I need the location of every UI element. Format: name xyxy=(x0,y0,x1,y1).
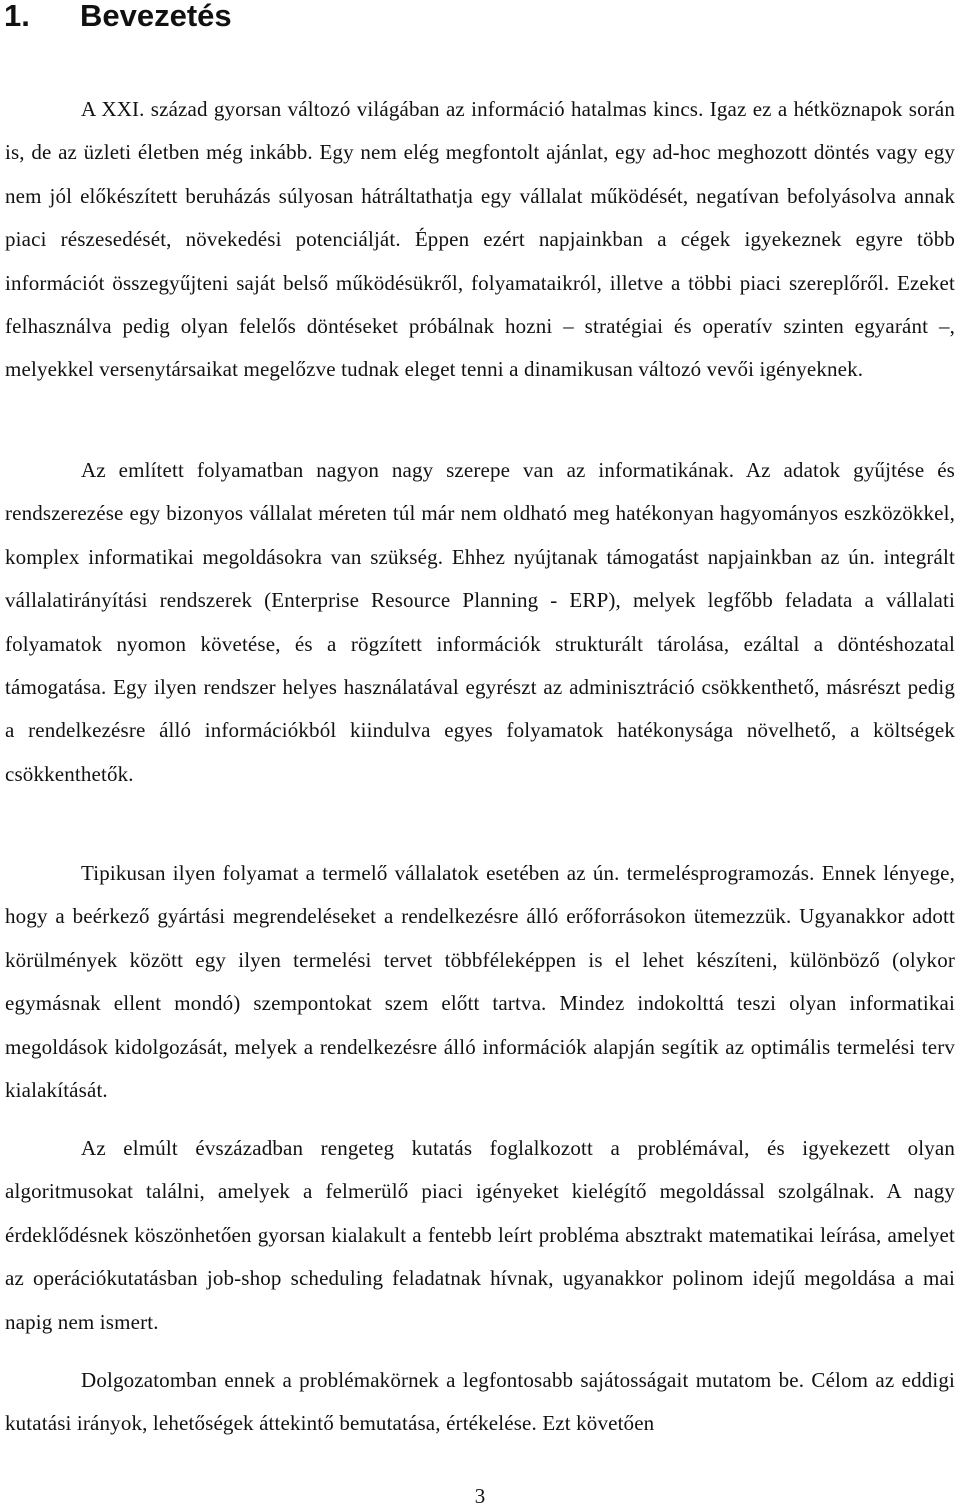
paragraph-production-scheduling: Tipikusan ilyen folyamat a termelő vállalatok esetében az ún. termelésprogramozás. Ennek lényege, hogy a beérkező gyártási megrendeléseket a rendelkezésre álló erőforrásokon ütemezzük. Ugyanakkor adott körülmények között egy ilyen termelési tervet többféleképpen is el lehet készíteni, különböző (olykor egymásnak ellent mondó) szempontokat szem előtt tartva. Mindez indokolttá teszi olyan informatikai megoldások kidolgozását, melyek a rendelkezésre álló információk alapján segítik az optimális termelési terv kialakítását. xyxy=(5,861,955,1103)
chapter-heading xyxy=(4,0,232,38)
page-number: 3 xyxy=(474,1484,486,1508)
paragraph-thesis-goal: Dolgozatomban ennek a problémakörnek a legfontosabb sajátosságait mutatom be. Célom az eddigi kutatási irányok, lehetőségek áttekintő bemutatása, értékelése. Ezt követően xyxy=(5,1368,955,1436)
chapter-title: Bevezetés xyxy=(80,0,232,33)
chapter-number: 1. xyxy=(4,0,30,33)
paragraph-information-value: A XXI. század gyorsan változó világában az információ hatalmas kincs. Igaz ez a hétköznapok során is, de az üzleti életben még inkább. Egy nem elég megfontolt ajánlat, egy ad-hoc meghozott döntés vagy egy nem jól előkészített beruházás súlyosan hátráltathatja egy vállalat működését, negatívan befolyásolva annak piaci részesedését, növekedési potenciálját. Éppen ezért napjainkban a cégek igyekeznek egyre több információt összegyűjteni saját belső működésükről, folyamataikról, illetve a többi piaci szereplőről. Ezeket felhasználva pedig olyan felelős döntéseket próbálnak hozni – stratégiai és operatív szinten egyaránt –, melyekkel versenytársaikat megelőzve tudnak eleget tenni a dinamikusan változó vevői igényeknek. xyxy=(5,97,955,382)
paragraph-job-shop-research: Az elmúlt évszázadban rengeteg kutatás foglalkozott a problémával, és igyekezett olyan algoritmusokat találni, amelyek a felmerülő piaci igényeket kielégítő megoldással szolgálnak. A nagy érdeklődésnek köszönhetően gyorsan kialakult a fentebb leírt probléma absztrakt matematikai leírása, amelyet az operációkutatásban job-shop scheduling feladatnak hívnak, ugyanakkor polinom idejű megoldása a mai napig nem ismert. xyxy=(5,1136,955,1334)
paragraph-erp-systems: Az említett folyamatban nagyon nagy szerepe van az informatikának. Az adatok gyűjtése és rendszerezése egy bizonyos vállalat méreten túl már nem oldható meg hatékonyan hagyományos eszközökkel, komplex informatikai megoldásokra van szükség. Ehhez nyújtanak támogatást napjainkban az ún. integrált vállalatirányítási rendszerek (Enterprise Resource Planning - ERP), melyek legfőbb feladata a vállalati folyamatok nyomon követése, és a rögzített információk strukturált tárolása, ezáltal a döntéshozatal támogatása. Egy ilyen rendszer helyes használatával egyrészt az adminisztráció csökkenthető, másrészt pedig a rendelkezésre álló információkból kiindulva egyes folyamatok hatékonysága növelhető, a költségek csökkenthetők. xyxy=(5,458,955,786)
